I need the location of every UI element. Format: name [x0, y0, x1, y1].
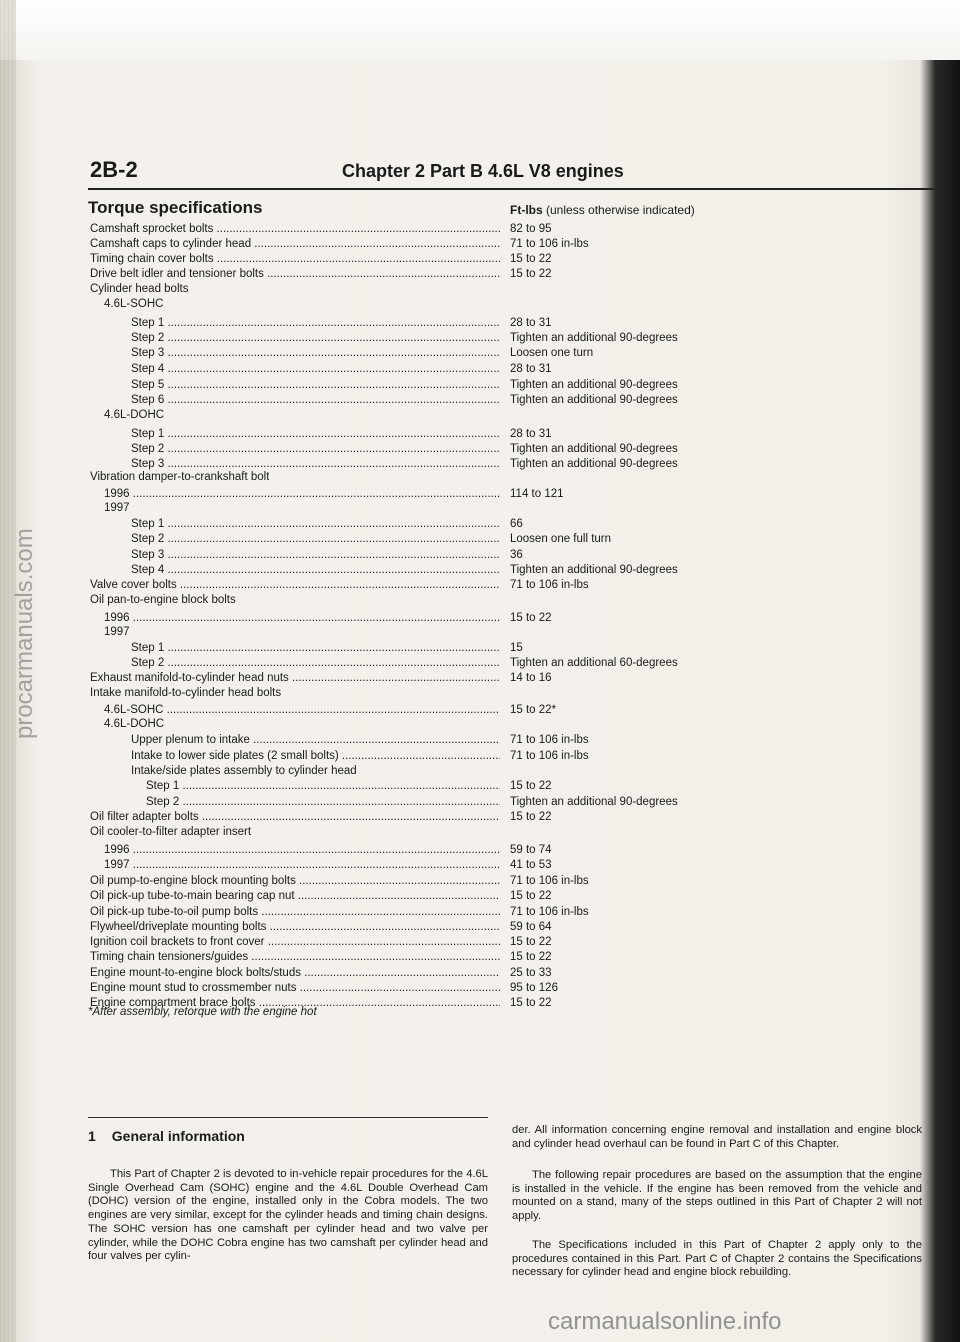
torque-row — [0, 470, 930, 485]
side-watermark: procarmanuals.com — [11, 528, 38, 739]
torque-row — [0, 501, 930, 516]
torque-row — [0, 282, 930, 297]
torque-row — [0, 346, 930, 361]
torque-row — [0, 843, 930, 858]
torque-row-label: 1996 ..... — [104, 843, 500, 858]
torque-row-label: Step 3 ..... — [131, 346, 500, 361]
torque-row — [0, 966, 930, 981]
torque-row-value: Tighten an additional 90-degrees — [510, 796, 678, 808]
torque-row — [0, 671, 930, 686]
units-header — [510, 203, 695, 217]
chapter-title: Chapter 2 Part B 4.6L V8 engines — [342, 161, 624, 181]
torque-row-value: 15 to 22 — [510, 253, 552, 265]
torque-row — [0, 717, 930, 732]
torque-row — [0, 686, 930, 701]
torque-row-label: Upper plenum to intake ..... — [131, 733, 500, 748]
torque-row-label: Step 4 ..... — [131, 563, 500, 578]
torque-row-label: Intake to lower side plates (2 small bolts) ..... — [131, 749, 500, 764]
torque-row-label: Camshaft caps to cylinder head ..... — [90, 237, 500, 252]
torque-row — [0, 442, 930, 457]
torque-row-value: Tighten an additional 90-degrees — [510, 379, 678, 391]
torque-row — [0, 252, 930, 267]
torque-row-label: Step 2 ..... — [131, 532, 500, 547]
torque-row — [0, 297, 930, 312]
torque-row-value: 71 to 106 in-lbs — [510, 734, 589, 746]
torque-row — [0, 593, 930, 608]
torque-row-value: 41 to 53 — [510, 859, 552, 871]
torque-row — [0, 779, 930, 794]
torque-row-label: Ignition coil brackets to front cover ..... — [90, 935, 500, 950]
torque-row-label: Step 1 ..... — [146, 779, 500, 794]
section-number: 1 — [88, 1128, 96, 1144]
torque-row-label: 1997 — [104, 502, 130, 514]
torque-row — [0, 611, 930, 626]
torque-row-value: 71 to 106 in-lbs — [510, 906, 589, 918]
torque-row — [0, 378, 930, 393]
torque-row — [0, 641, 930, 656]
torque-row-value: Loosen one turn — [510, 347, 594, 359]
torque-row-value: Tighten an additional 90-degrees — [510, 394, 678, 406]
torque-row-label: 4.6L-SOHC — [104, 298, 164, 310]
torque-row-value: 15 — [510, 642, 523, 654]
torque-row-value: 15 to 22* — [510, 704, 557, 716]
torque-row-value: 25 to 33 — [510, 967, 552, 979]
torque-row-label: Intake manifold-to-cylinder head bolts — [90, 687, 282, 699]
torque-row-value: Loosen one full turn — [510, 533, 612, 545]
torque-row-label: Flywheel/driveplate mounting bolts ..... — [90, 920, 500, 935]
torque-row — [0, 825, 930, 840]
torque-row — [0, 408, 930, 423]
torque-row-label: 1997 ..... — [104, 858, 500, 873]
torque-row — [0, 548, 930, 563]
torque-row-label: Engine mount stud to crossmember nuts ..... — [90, 981, 500, 996]
torque-row — [0, 656, 930, 671]
page-header — [90, 157, 850, 187]
torque-row-label: Oil pick-up tube-to-oil pump bolts ..... — [90, 905, 500, 920]
torque-row-label: Step 4 ..... — [131, 362, 500, 377]
torque-row-label: Step 2 ..... — [131, 442, 500, 457]
torque-row — [0, 532, 930, 547]
torque-row-value: 15 to 22 — [510, 936, 552, 948]
torque-row — [0, 749, 930, 764]
torque-row-label: Engine mount-to-engine block bolts/studs ..... — [90, 966, 500, 981]
torque-row-value: 59 to 64 — [510, 921, 552, 933]
torque-row — [0, 950, 930, 965]
torque-row-label: Oil pick-up tube-to-main bearing cap nut ..... — [90, 889, 500, 904]
torque-row-value: Tighten an additional 90-degrees — [510, 458, 678, 470]
torque-row — [0, 578, 930, 593]
torque-row-label: Step 1 ..... — [131, 517, 500, 532]
torque-row-label: Step 3 ..... — [131, 548, 500, 563]
torque-row-value: 15 to 22 — [510, 612, 552, 624]
units-note: (unless otherwise indicated) — [542, 203, 695, 217]
torque-row-label: Cylinder head bolts — [90, 283, 189, 295]
general-info-paragraph-1: This Part of Chapter 2 is devoted to in-vehicle repair procedures for the 4.6L Single Overhead Cam (SOHC) engine and the 4.6L Double Overhead Cam (DOHC) version of the engine, installed only in the Cobra models. The two engines are very similar, except for the cylinder heads and timing chain designs. The SOHC version has one camshaft per cylinder head and two valve per cylinder, while the DOHC Cobra engine has two camshaft per cylinder head and four valves per cylin- — [88, 1168, 488, 1263]
torque-row-label: 1996 ..... — [104, 487, 500, 502]
top-margin — [0, 0, 960, 60]
torque-row-value: 28 to 31 — [510, 363, 552, 375]
torque-row — [0, 222, 930, 237]
torque-row-label: Exhaust manifold-to-cylinder head nuts ..... — [90, 671, 500, 686]
torque-row-value: 71 to 106 in-lbs — [510, 579, 589, 591]
torque-row — [0, 427, 930, 442]
torque-row-value: 28 to 31 — [510, 428, 552, 440]
torque-row-label: 4.6L-DOHC — [104, 718, 165, 730]
torque-specs-title: Torque specifications — [88, 198, 263, 217]
torque-row-label: Engine compartment brace bolts ..... — [90, 996, 500, 1011]
torque-row-label: 1996 ..... — [104, 611, 500, 626]
torque-row — [0, 267, 930, 282]
torque-row-label: Step 5 ..... — [131, 378, 500, 393]
torque-row-value: Tighten an additional 90-degrees — [510, 443, 678, 455]
torque-row — [0, 487, 930, 502]
torque-row-label: Step 2 ..... — [131, 656, 500, 671]
torque-row-value: 15 to 22 — [510, 780, 552, 792]
units-bold: Ft-lbs — [510, 203, 543, 217]
torque-row-value: 71 to 106 in-lbs — [510, 750, 589, 762]
torque-row-label: Camshaft sprocket bolts ..... — [90, 222, 500, 237]
torque-row — [0, 920, 930, 935]
torque-row — [0, 733, 930, 748]
header-rule — [88, 188, 934, 190]
torque-row — [0, 362, 930, 377]
torque-row-value: 15 to 22 — [510, 997, 552, 1009]
torque-row-label: Intake/side plates assembly to cylinder head — [131, 765, 357, 777]
torque-row-label: 1997 — [104, 626, 130, 638]
torque-row — [0, 331, 930, 346]
torque-row — [0, 703, 930, 718]
torque-row-label: Oil pan-to-engine block bolts — [90, 594, 236, 606]
torque-row-label: 4.6L-DOHC — [104, 409, 165, 421]
torque-row — [0, 316, 930, 331]
torque-row-value: Tighten an additional 90-degrees — [510, 564, 678, 576]
general-info-paragraph-3: The following repair procedures are based on the assumption that the engine is installed in the vehicle. If the engine has been removed from the vehicle and mounted on a stand, many of the steps outlined in this Part of Chapter 2 will not apply. — [512, 1169, 922, 1223]
section-heading — [88, 1128, 261, 1144]
torque-row — [0, 237, 930, 252]
torque-row-value: 15 to 22 — [510, 811, 552, 823]
torque-row-label: Timing chain tensioners/guides ..... — [90, 950, 500, 965]
torque-row-label: Timing chain cover bolts ..... — [90, 252, 500, 267]
torque-row-label: Oil cooler-to-filter adapter insert — [90, 826, 252, 838]
torque-row — [0, 764, 930, 779]
torque-row-value: 82 to 95 — [510, 223, 552, 235]
torque-row-value: 71 to 106 in-lbs — [510, 875, 589, 887]
torque-row-label: 4.6L-SOHC ..... — [104, 703, 500, 718]
torque-row-label: Step 1 ..... — [131, 641, 500, 656]
torque-row — [0, 625, 930, 640]
torque-row-label: Step 1 ..... — [131, 427, 500, 442]
torque-row-value: Tighten an additional 60-degrees — [510, 657, 678, 669]
torque-row-value: 15 to 22 — [510, 890, 552, 902]
torque-row — [0, 935, 930, 950]
bottom-watermark: carmanualsonline.info — [548, 1308, 782, 1335]
torque-row-value: 59 to 74 — [510, 844, 552, 856]
torque-row-value: Tighten an additional 90-degrees — [510, 332, 678, 344]
torque-row-label: Step 2 ..... — [131, 331, 500, 346]
page-number: 2B-2 — [90, 157, 138, 182]
torque-row — [0, 981, 930, 996]
torque-row-value: 15 to 22 — [510, 951, 552, 963]
torque-row-value: 36 — [510, 549, 523, 561]
torque-row-label: Step 6 ..... — [131, 393, 500, 408]
torque-row-value: 14 to 16 — [510, 672, 552, 684]
general-info-paragraph-4: The Specifications included in this Part of Chapter 2 apply only to the procedures contained in this Part. Part C of Chapter 2 contains the Specifications necessary for cylinder head and engine block rebuilding. — [512, 1239, 922, 1279]
torque-row-label: Oil pump-to-engine block mounting bolts ..... — [90, 874, 500, 889]
torque-row-value: 15 to 22 — [510, 268, 552, 280]
torque-row-value: 66 — [510, 518, 523, 530]
torque-row — [0, 905, 930, 920]
torque-row — [0, 517, 930, 532]
torque-row-label: Step 3 ..... — [131, 457, 500, 472]
section-title: General information — [111, 1128, 245, 1144]
torque-row-value: 95 to 126 — [510, 982, 558, 994]
torque-row-label: Step 2 ..... — [146, 795, 500, 810]
torque-row-label: Drive belt idler and tensioner bolts ..... — [90, 267, 500, 282]
torque-row — [0, 563, 930, 578]
section-rule — [88, 1117, 488, 1118]
torque-row-label: Oil filter adapter bolts ..... — [90, 810, 500, 825]
torque-row — [0, 858, 930, 873]
general-info-paragraph-2: der. All information concerning engine removal and installation and engine block and cylinder head overhaul can be found in Part C of this Chapter. — [512, 1124, 922, 1150]
torque-row-value: 28 to 31 — [510, 317, 552, 329]
torque-row — [0, 795, 930, 810]
torque-row-label: Step 1 ..... — [131, 316, 500, 331]
torque-row — [0, 874, 930, 889]
torque-footnote: *After assembly, retorque with the engine hot — [88, 1006, 317, 1018]
torque-row-label: Valve cover bolts ..... — [90, 578, 500, 593]
torque-row — [0, 393, 930, 408]
torque-row-value: 71 to 106 in-lbs — [510, 238, 589, 250]
torque-row-label: Vibration damper-to-crankshaft bolt — [90, 471, 270, 483]
torque-row-value: 114 to 121 — [510, 488, 564, 500]
torque-row — [0, 889, 930, 904]
torque-row — [0, 810, 930, 825]
